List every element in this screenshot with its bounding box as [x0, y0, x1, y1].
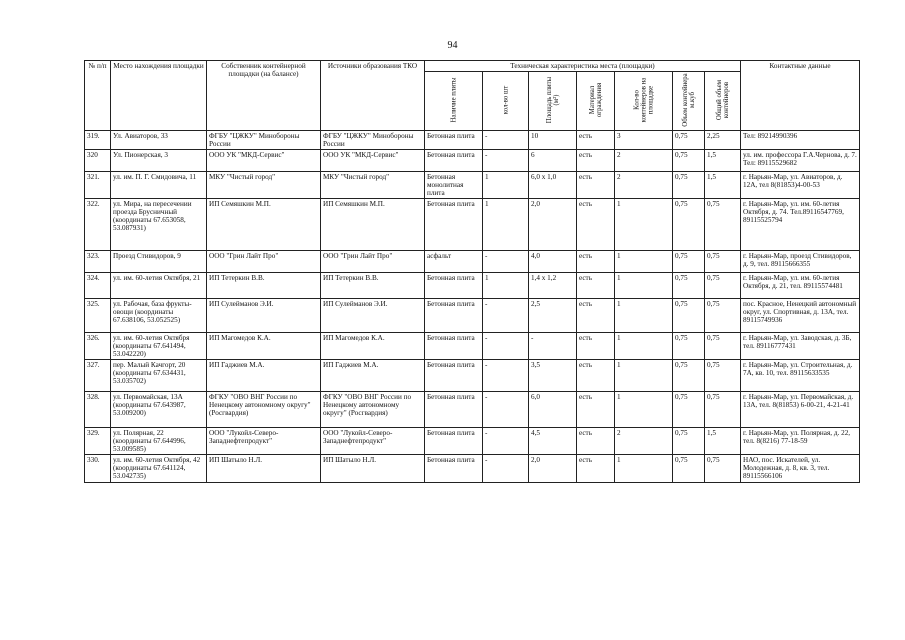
- cell-fence: есть: [577, 150, 615, 172]
- cell-contact: НАО, пос. Искателей, ул. Молодежная, д. 8, кв. 3, тел. 89115566106: [741, 455, 860, 483]
- cell-qty: -: [483, 392, 529, 428]
- cell-area: 2,0: [529, 199, 577, 251]
- cell-source: ООО "Грин Лайт Про": [321, 251, 425, 273]
- cell-total: 1,5: [705, 150, 741, 172]
- cell-cont: 3: [615, 131, 673, 150]
- cell-owner: ООО "Грин Лайт Про": [207, 251, 321, 273]
- cell-owner: ИП Магомедов К.А.: [207, 333, 321, 360]
- cell-cont: 1: [615, 360, 673, 392]
- cell-place: ул. им. П. Г. Смидовича, 11: [111, 172, 207, 199]
- table-row: [85, 392, 860, 428]
- table-row: [85, 150, 860, 172]
- cell-fence: есть: [577, 251, 615, 273]
- cell-place: ул. им. 60-летия Октября (координаты 67.641494, 53.042220): [111, 333, 207, 360]
- cell-total: 2,25: [705, 131, 741, 150]
- cell-contact: г. Нарьян-Мар, ул. Первомайская, д. 13А, тел. 8(81853) 6-00-21, 4-21-41: [741, 392, 860, 428]
- cell-qty: -: [483, 428, 529, 455]
- table-row: [85, 172, 860, 199]
- cell-area: 4,5: [529, 428, 577, 455]
- cell-n: 328.: [85, 392, 111, 428]
- cell-total: 0,75: [705, 333, 741, 360]
- cell-place: ул. Рабочая, база фрукты-овощи (координаты 67.638106, 53.052525): [111, 299, 207, 333]
- cell-source: ИП Шатыло Н.Л.: [321, 455, 425, 483]
- cell-vol: 0,75: [673, 199, 705, 251]
- cell-fence: есть: [577, 455, 615, 483]
- cell-area: -: [529, 333, 577, 360]
- cell-slab: асфальт: [425, 251, 483, 273]
- cell-qty: 1: [483, 273, 529, 299]
- cell-fence: есть: [577, 392, 615, 428]
- cell-place: ул. им. 60-летия Октября, 21: [111, 273, 207, 299]
- cell-contact: г. Нарьян-Мар, ул. Строительная, д. 7А, кв. 10, тел. 89115633535: [741, 360, 860, 392]
- cell-area: 6,0: [529, 392, 577, 428]
- cell-fence: есть: [577, 199, 615, 251]
- col-num-header: № п/п: [85, 61, 111, 131]
- sub-volume-header: Объем контейнера м.куб: [673, 72, 705, 131]
- cell-contact: г. Нарьян-Мар, ул. Полярная, д. 22, тел. 8(8216) 77-18-59: [741, 428, 860, 455]
- cell-source: ИП Сулейманов Э.И.: [321, 299, 425, 333]
- cell-owner: ФГБУ "ЦЖКУ" Минобороны России: [207, 131, 321, 150]
- cell-place: Проезд Стивидоров, 9: [111, 251, 207, 273]
- cell-cont: 1: [615, 299, 673, 333]
- cell-qty: -: [483, 455, 529, 483]
- cell-n: 329.: [85, 428, 111, 455]
- cell-n: 330.: [85, 455, 111, 483]
- cell-place: ул. Первомайская, 13А (координаты 67.643987, 53.009200): [111, 392, 207, 428]
- cell-total: 0,75: [705, 273, 741, 299]
- cell-qty: 1: [483, 199, 529, 251]
- cell-cont: 1: [615, 199, 673, 251]
- cell-owner: ИП Гаджиев М.А.: [207, 360, 321, 392]
- cell-slab: Бетонная монолитная плита: [425, 172, 483, 199]
- col-tech-header: Техническая характеристика места (площадки): [425, 61, 741, 72]
- cell-area: 2,5: [529, 299, 577, 333]
- cell-source: ИП Гаджиев М.А.: [321, 360, 425, 392]
- cell-cont: 2: [615, 428, 673, 455]
- cell-source: ИП Семяшкин М.П.: [321, 199, 425, 251]
- cell-contact: ул. им. профессора Г.А.Чернова, д. 7. Тел: 89115529682: [741, 150, 860, 172]
- cell-source: ИП Тетеркин В.В.: [321, 273, 425, 299]
- cell-n: 327.: [85, 360, 111, 392]
- cell-vol: 0,75: [673, 299, 705, 333]
- cell-area: 6,0 х 1,0: [529, 172, 577, 199]
- cell-total: 0,75: [705, 251, 741, 273]
- cell-area: 10: [529, 131, 577, 150]
- cell-owner: ФГКУ "ОВО ВНГ России по Ненецкому автономному округу" (Росгвардия): [207, 392, 321, 428]
- cell-area: 1,4 х 1,2: [529, 273, 577, 299]
- cell-contact: г. Нарьян-Мар, ул. им. 60-летия Октября, д. 74. Тел.89116547769, 89115525794: [741, 199, 860, 251]
- cell-cont: 1: [615, 392, 673, 428]
- cell-area: 4,0: [529, 251, 577, 273]
- cell-fence: есть: [577, 360, 615, 392]
- cell-vol: 0,75: [673, 360, 705, 392]
- cell-cont: 2: [615, 172, 673, 199]
- cell-place: ул. Мира, на пересечении проезда Брусничный (координаты 67.653058, 53.087931): [111, 199, 207, 251]
- cell-slab: Бетонная плита: [425, 333, 483, 360]
- cell-area: 3,5: [529, 360, 577, 392]
- cell-slab: Бетонная плита: [425, 455, 483, 483]
- col-owner-header: Собственник контейнерной площадки (на балансе): [207, 61, 321, 131]
- cell-qty: -: [483, 150, 529, 172]
- col-place-header: Место нахождения площадки: [111, 61, 207, 131]
- cell-slab: Бетонная плита: [425, 131, 483, 150]
- cell-place: Ул. Пионерская, 3: [111, 150, 207, 172]
- cell-contact: Тел: 89214990396: [741, 131, 860, 150]
- cell-qty: 1: [483, 172, 529, 199]
- cell-n: 322.: [85, 199, 111, 251]
- cell-owner: ИП Семяшкин М.П.: [207, 199, 321, 251]
- table-row: [85, 273, 860, 299]
- cell-n: 325.: [85, 299, 111, 333]
- col-source-header: Источники образования ТКО: [321, 61, 425, 131]
- cell-fence: есть: [577, 299, 615, 333]
- table-row: [85, 455, 860, 483]
- cell-vol: 0,75: [673, 273, 705, 299]
- cell-source: ФГКУ "ОВО ВНГ России по Ненецкому автономному округу" (Росгвардия): [321, 392, 425, 428]
- cell-owner: ИП Шатыло Н.Л.: [207, 455, 321, 483]
- cell-area: 6: [529, 150, 577, 172]
- cell-vol: 0,75: [673, 131, 705, 150]
- cell-source: ФГБУ "ЦЖКУ" Минобороны России: [321, 131, 425, 150]
- cell-source: МКУ "Чистый город": [321, 172, 425, 199]
- cell-fence: есть: [577, 131, 615, 150]
- table-row: [85, 333, 860, 360]
- cell-owner: ООО УК "МКД-Сервис": [207, 150, 321, 172]
- cell-fence: есть: [577, 333, 615, 360]
- col-contacts-header: Контактные данные: [741, 61, 860, 131]
- sub-area-header: Площадь плиты (м²): [529, 72, 577, 131]
- sub-total-header: Общий объем контейнеров: [705, 72, 741, 131]
- cell-source: ООО "Лукойл-Северо-Западнефтепродукт": [321, 428, 425, 455]
- cell-source: ООО УК "МКД-Сервис": [321, 150, 425, 172]
- cell-n: 319.: [85, 131, 111, 150]
- cell-contact: г. Нарьян-Мар, ул. Заводская, д. 3Б, тел. 89116777431: [741, 333, 860, 360]
- cell-place: Ул. Авиаторов, 33: [111, 131, 207, 150]
- cell-owner: МКУ "Чистый город": [207, 172, 321, 199]
- cell-contact: г. Нарьян-Мар, ул. им. 60-летия Октября, д. 21, тел. 89115574481: [741, 273, 860, 299]
- cell-place: ул. Полярная, 22 (координаты 67.644996, 53.009585): [111, 428, 207, 455]
- cell-slab: Бетонная плита: [425, 392, 483, 428]
- table-row: [85, 251, 860, 273]
- cell-vol: 0,75: [673, 251, 705, 273]
- cell-slab: Бетонная плита: [425, 299, 483, 333]
- cell-slab: Бетонная плита: [425, 199, 483, 251]
- cell-cont: 1: [615, 251, 673, 273]
- cell-qty: -: [483, 131, 529, 150]
- cell-owner: ИП Сулейманов Э.И.: [207, 299, 321, 333]
- cell-total: 1,5: [705, 428, 741, 455]
- cell-place: пер. Малый Качгорт, 20 (координаты 67.634431, 53.035702): [111, 360, 207, 392]
- cell-vol: 0,75: [673, 333, 705, 360]
- cell-fence: есть: [577, 172, 615, 199]
- cell-n: 323.: [85, 251, 111, 273]
- table-row: [85, 199, 860, 251]
- cell-total: 0,75: [705, 199, 741, 251]
- cell-total: 1,5: [705, 172, 741, 199]
- register-table: [84, 60, 860, 483]
- cell-vol: 0,75: [673, 428, 705, 455]
- cell-qty: -: [483, 251, 529, 273]
- cell-contact: г. Нарьян-Мар, проезд Стивидоров, д. 9, тел. 89115666355: [741, 251, 860, 273]
- cell-area: 2,0: [529, 455, 577, 483]
- table-row: [85, 131, 860, 150]
- cell-total: 0,75: [705, 392, 741, 428]
- cell-total: 0,75: [705, 299, 741, 333]
- sub-slab-header: Наличие плиты: [425, 72, 483, 131]
- cell-qty: -: [483, 299, 529, 333]
- cell-vol: 0,75: [673, 150, 705, 172]
- cell-slab: Бетонная плита: [425, 360, 483, 392]
- table-row: [85, 299, 860, 333]
- cell-fence: есть: [577, 428, 615, 455]
- cell-vol: 0,75: [673, 172, 705, 199]
- sub-qty-header: кол-во шт: [483, 72, 529, 131]
- cell-contact: пос. Красное, Ненецкий автономный округ, ул. Спортивная, д. 13А, тел. 89115749936: [741, 299, 860, 333]
- cell-cont: 1: [615, 455, 673, 483]
- cell-cont: 1: [615, 273, 673, 299]
- cell-total: 0,75: [705, 360, 741, 392]
- cell-owner: ИП Тетеркин В.В.: [207, 273, 321, 299]
- sub-fence-header: Материал ограждения: [577, 72, 615, 131]
- cell-n: 320: [85, 150, 111, 172]
- cell-slab: Бетонная плита: [425, 428, 483, 455]
- sub-containers-header: Кол-во контейнеров на площадке: [615, 72, 673, 131]
- header-row: [85, 61, 860, 72]
- cell-cont: 2: [615, 150, 673, 172]
- cell-vol: 0,75: [673, 392, 705, 428]
- cell-cont: 1: [615, 333, 673, 360]
- cell-qty: -: [483, 360, 529, 392]
- cell-n: 321.: [85, 172, 111, 199]
- cell-n: 326.: [85, 333, 111, 360]
- cell-qty: -: [483, 333, 529, 360]
- cell-vol: 0,75: [673, 455, 705, 483]
- cell-owner: ООО "Лукойл-Северо-Западнефтепродукт": [207, 428, 321, 455]
- table-row: [85, 360, 860, 392]
- page-number: 94: [447, 40, 458, 51]
- cell-slab: Бетонная плита: [425, 273, 483, 299]
- cell-place: ул. им. 60-летия Октября, 42 (координаты 67.641124, 53.042735): [111, 455, 207, 483]
- cell-contact: г. Нарьян-Мар, ул. Авиаторов, д. 12А, тел 8(81853)4-00-53: [741, 172, 860, 199]
- cell-fence: есть: [577, 273, 615, 299]
- cell-n: 324.: [85, 273, 111, 299]
- cell-source: ИП Магомедов К.А.: [321, 333, 425, 360]
- cell-slab: Бетонная плита: [425, 150, 483, 172]
- cell-total: 0,75: [705, 455, 741, 483]
- table-row: [85, 428, 860, 455]
